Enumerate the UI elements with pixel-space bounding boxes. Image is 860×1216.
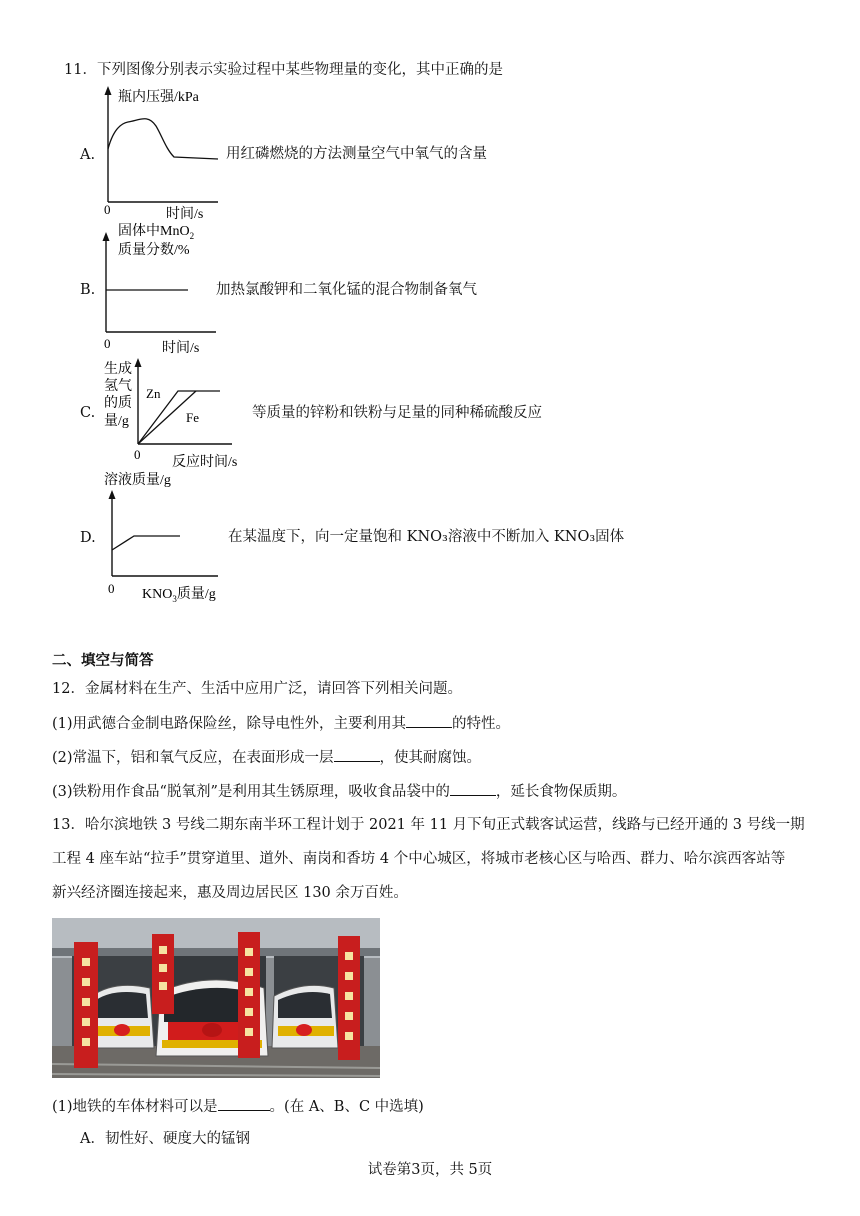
option-b-xlabel: 时间/s [162,341,200,356]
section-title: 二、填空与简答 [52,652,154,669]
q12-item-1-after: 的特性。 [452,716,511,732]
option-b-letter: B. [80,282,96,298]
option-a-origin: 0 [104,202,111,217]
option-c-graph [100,356,250,474]
option-d-description: 在某温度下，向一定量饱和 KNO₃溶液中不断加入 KNO₃固体 [228,529,625,545]
option-c-letter: C. [80,405,96,421]
option-c-description: 等质量的锌粉和铁粉与足量的同种稀硫酸反应 [252,405,542,421]
option-d-origin: 0 [108,581,115,596]
q12-item-2-after: ，使其耐腐蚀。 [379,750,482,766]
q12-item-2 [52,747,481,768]
option-a-graph [100,84,230,224]
option-c-ylabel-2: 氢气 [104,379,132,394]
option-d-xlabel-post: 质量/g [176,587,216,602]
q13-sub-1 [52,1096,424,1117]
option-d-ylabel: 溶液质量/g [104,473,171,488]
metro-trains-photo [52,918,380,1078]
option-c-ylabel-1: 生成 [104,362,132,377]
q12-item-3-before: (3)铁粉用作食品“脱氧剂”是利用其生锈原理，吸收食品袋中的 [52,784,450,800]
option-d-xlabel-pre: KNO [142,587,173,602]
q12-item-1-before: (1)用武德合金制电路保险丝，除导电性外，主要利用其 [52,716,407,732]
option-c-series-fe: Fe [186,410,199,425]
option-a-description: 用红磷燃烧的方法测量空气中氧气的含量 [226,146,487,162]
option-c-ylabel-4: 量/g [104,414,129,429]
q13-line-2: 工程 4 座车站“拉手”贯穿道里、道外、南岗和香坊 4 个中心城区，将城市老核心区与哈西、群力、哈尔滨西客站等 [52,851,786,867]
q12-stem: 12．金属材料在生产、生活中应用广泛，请回答下列相关问题。 [52,681,462,697]
q13-line-1: 13．哈尔滨地铁 3 号线二期东南半环工程计划于 2021 年 11 月下旬正式载客试运营，线路与已经开通的 3 号线一期 [52,817,805,833]
q13-sub-1-after: 。(在 A、B、C 中选填) [269,1099,424,1115]
option-d-line [112,536,180,550]
option-d-letter: D. [80,530,96,546]
option-d-xlabel-sub: 3 [172,594,177,604]
option-c-series-zn: Zn [146,386,161,401]
option-a-curve [108,119,218,159]
option-d-graph [100,468,230,606]
option-b-graph [96,222,226,360]
q12-item-1 [52,713,510,734]
page-footer: 试卷第3页，共 5页 [367,1162,493,1178]
option-b-ylabel-2: 质量分数/% [118,243,190,258]
answer-blank-3[interactable] [450,781,496,796]
q13-sub-1-before: (1)地铁的车体材料可以是 [52,1099,218,1115]
option-b-origin: 0 [104,336,111,351]
option-b-description: 加热氯酸钾和二氧化锰的混合物制备氧气 [216,282,477,298]
option-a-xlabel: 时间/s [166,207,204,222]
q13-choice-a: A．韧性好、硬度大的锰钢 [80,1131,250,1147]
option-c-ylabel-3: 的质 [104,396,132,411]
q12-item-3-after: ，延长食物保质期。 [495,784,627,800]
svg-text:固体中MnO2 [118,222,194,241]
answer-blank-2[interactable] [334,747,380,762]
option-a-ylabel: 瓶内压强/kPa [118,90,199,105]
option-b-ylabel-1: 固体中MnO [118,224,190,239]
q12-item-2-before: (2)常温下，铝和氧气反应，在表面形成一层 [52,750,334,766]
option-a-letter: A. [80,147,96,163]
option-b-ylabel-sub: 2 [189,231,195,241]
option-c-origin: 0 [134,447,141,462]
q11-stem: 11．下列图像分别表示实验过程中某些物理量的变化，其中正确的是 [64,62,503,78]
answer-blank-4[interactable] [218,1096,270,1111]
answer-blank-1[interactable] [406,713,452,728]
q13-line-3: 新兴经济圈连接起来，惠及周边居民区 130 余万百姓。 [52,885,408,901]
q12-item-3 [52,781,626,802]
svg-text:KNO3质量/g [142,586,216,604]
option-c-xlabel: 反应时间/s [172,455,238,470]
